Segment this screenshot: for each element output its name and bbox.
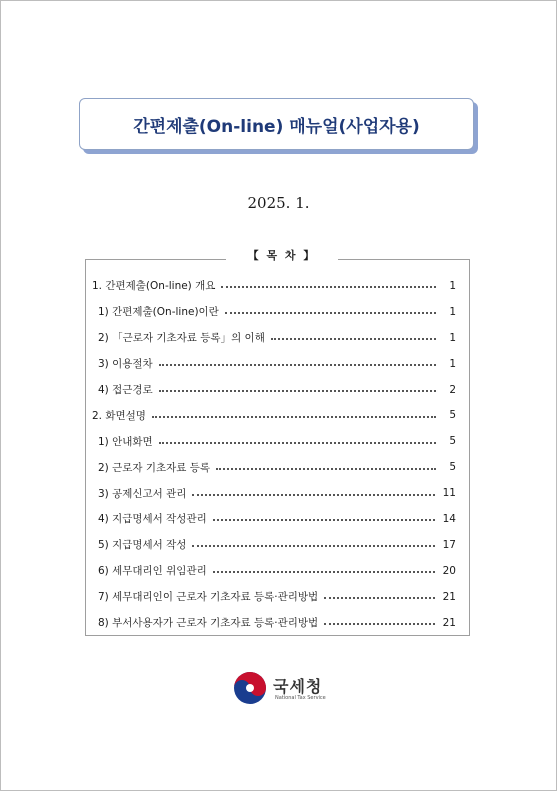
- logo-subtitle: National Tax Service: [275, 695, 326, 701]
- toc-leader-dots: [152, 416, 436, 418]
- toc-item-label: 1) 간편제출(On-line)이란: [98, 306, 219, 319]
- toc-item-page: 1: [449, 331, 456, 344]
- toc-item-label: 2. 화면설명: [92, 409, 146, 422]
- toc-heading: 【 목 차 】: [226, 246, 338, 266]
- toc-leader-dots: [221, 286, 436, 288]
- toc-item-page: 1: [449, 279, 456, 292]
- toc-item: [88, 480, 456, 506]
- toc-item: [88, 402, 456, 428]
- toc-item-page: 21: [442, 590, 456, 603]
- toc-leader-dots: [159, 390, 436, 392]
- toc-item: [88, 506, 456, 532]
- toc-item-page: 2: [449, 383, 456, 396]
- toc-item-page: 5: [449, 435, 456, 448]
- toc-item-label: 1) 안내화면: [98, 435, 153, 448]
- toc-item: [88, 377, 456, 403]
- title-box: [79, 98, 474, 150]
- toc-leader-dots: [216, 468, 436, 470]
- toc-leader-dots: [192, 545, 434, 547]
- toc-item-page: 5: [449, 461, 456, 474]
- toc-item: [88, 558, 456, 584]
- toc-item-page: 21: [442, 616, 456, 629]
- toc-item-label: 5) 지급명세서 작성: [98, 539, 187, 552]
- toc-item-page: 17: [442, 538, 456, 551]
- toc-leader-dots: [159, 442, 436, 444]
- toc-leader-dots: [213, 571, 435, 573]
- toc-item: [88, 532, 456, 558]
- toc-item-label: 2) 「근로자 기초자료 등록」의 이해: [98, 332, 265, 345]
- toc-leader-dots: [324, 623, 434, 625]
- toc-leader-dots: [159, 364, 436, 366]
- toc-item-page: 11: [442, 487, 456, 500]
- toc-item-page: 20: [442, 564, 456, 577]
- toc-leader-dots: [225, 312, 436, 314]
- toc-item: [88, 584, 456, 610]
- toc-leader-dots: [213, 519, 435, 521]
- toc-item-label: 2) 근로자 기초자료 등록: [98, 461, 211, 474]
- toc-item-label: 8) 부서사용자가 근로자 기초자료 등록·관리방법: [98, 617, 319, 630]
- toc-item-page: 1: [449, 357, 456, 370]
- toc-item: [88, 610, 456, 636]
- toc-item-page: 14: [442, 512, 456, 525]
- toc-item-label: 4) 접근경로: [98, 384, 153, 396]
- toc-leader-dots: [271, 338, 436, 340]
- toc-item-label: 7) 세무대리인이 근로자 기초자료 등록·관리방법: [98, 591, 319, 604]
- toc-leader-dots: [324, 597, 434, 599]
- toc-item-label: 4) 지급명세서 작성관리: [98, 513, 207, 526]
- toc-item-label: 6) 세무대리인 위임관리: [98, 565, 207, 578]
- toc-list: [88, 273, 456, 635]
- toc-item: [88, 325, 456, 351]
- toc-item-page: 5: [449, 409, 456, 422]
- toc-item-label: 1. 간편제출(On-line) 개요: [92, 280, 216, 293]
- toc-item: [88, 454, 456, 480]
- document-title: 간편제출(On-line) 매뉴얼(사업자용): [133, 116, 420, 137]
- logo-name: 국세청: [273, 677, 323, 696]
- nts-emblem-icon: [233, 671, 267, 705]
- toc-item: [88, 273, 456, 299]
- document-date: 2025. 1.: [247, 194, 310, 212]
- toc-item-page: 1: [449, 305, 456, 318]
- toc-item-label: 3) 이용절차: [98, 358, 153, 371]
- toc-item: [88, 351, 456, 377]
- nts-logo: [233, 670, 333, 710]
- toc-item-label: 3) 공제신고서 관리: [98, 487, 187, 500]
- toc-leader-dots: [192, 494, 434, 496]
- toc-item: [88, 299, 456, 325]
- toc-item: [88, 428, 456, 454]
